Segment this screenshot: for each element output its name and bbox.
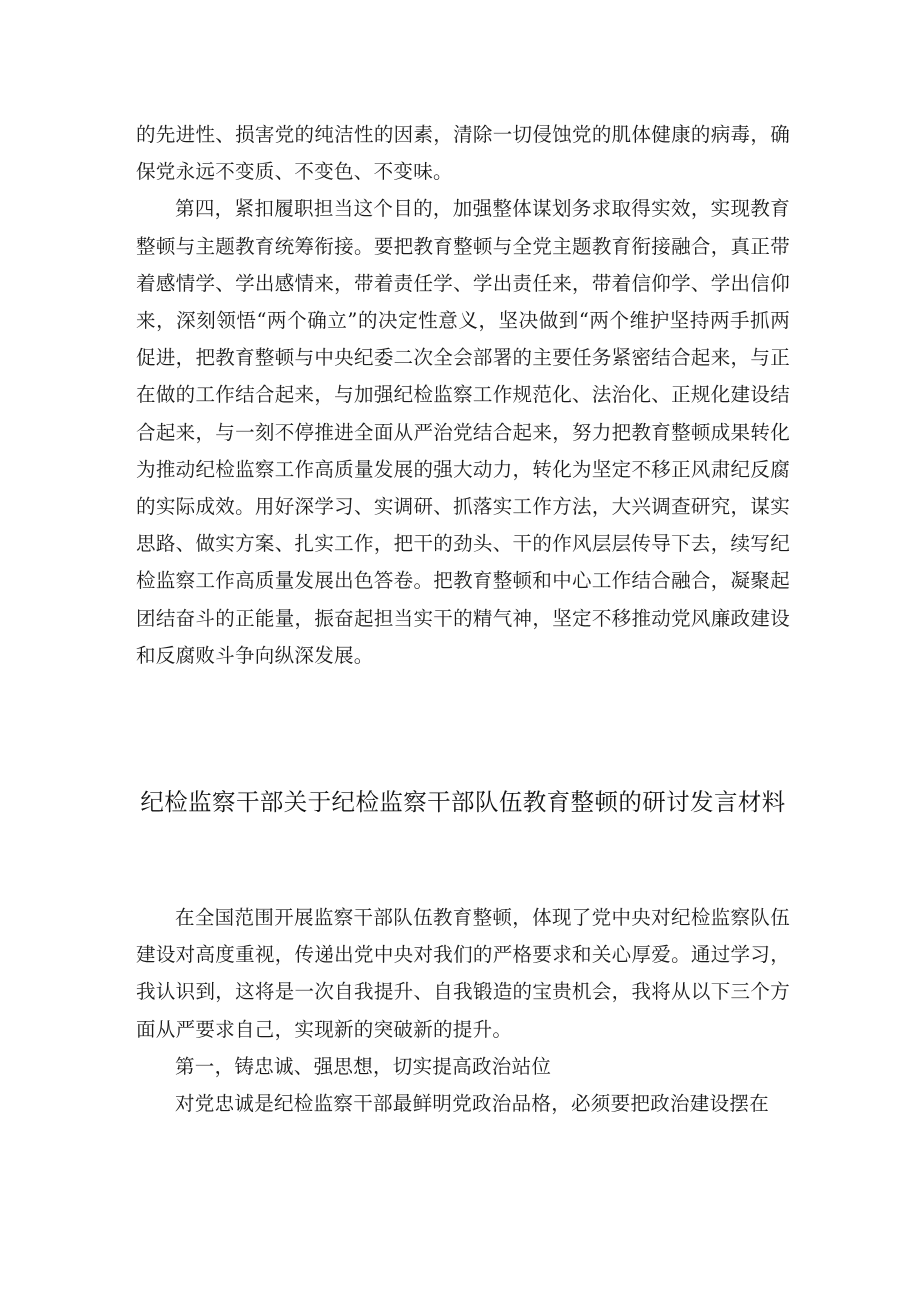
point-one-paragraph: 对党忠诚是纪检监察干部最鲜明党政治品格，必须要把政治建设摆在 — [175, 1092, 770, 1116]
fourth-point-paragraph: 第四，紧扣履职担当这个目的，加强整体谋划务求取得实效，实现教育整顿与主题教育统筹衔接。要把教育整顿与全党主题教育衔接融合，真正带着感情学、学出感情来，带着责任学、学出责任来，带着信仰学、学出信仰来，深刻领悟“两个确立”的决定性意义，坚决做到“两个维护坚持两手抓两促进，把教育整顿与中央纪委二次全会部署的主要任务紧密结合起来，与正在做的工作结合起来，与加强纪检监察工作规范化、法治化、正规化建设结合起来，与一刻不停推进全面从严治党结合起来，努力把教育整顿成果转化为推动纪检监察工作高质量发展的强大动力，转化为坚定不移正风肃纪反腐的实际成效。用好深学习、实调研、抓落实工作方法，大兴调查研究，谋实思路、做实方案、扎实工作，把干的劲头、干的作风层层传导下去，续写纪检监察工作高质量发展出色答卷。把教育整顿和中心工作结合融合，凝聚起团结奋斗的正能量，振奋起担当实干的精气神，坚定不移推动党风廉政建设和反腐败斗争向纵深发展。 — [136, 197, 790, 667]
body-text-upper — [136, 116, 790, 674]
continuation-paragraph: 的先进性、损害党的纯洁性的因素，清除一切侵蚀党的肌体健康的病毒，确保党永远不变质、不变色、不变味。 — [136, 123, 790, 184]
point-one-heading: 第一，铸忠诚、强思想，切实提高政治站位 — [175, 1054, 552, 1078]
section-title: 纪检监察干部关于纪检监察干部队伍教育整顿的研讨发言材料 — [140, 788, 786, 816]
body-text-lower — [136, 899, 790, 1122]
intro-paragraph: 在全国范围开展监察干部队伍教育整顿，体现了党中央对纪检监察队伍建设对高度重视，传递出党中央对我们的严格要求和关心厚爱。通过学习，我认识到，这将是一次自我提升、自我锻造的宝贵机会，我将从以下三个方面从严要求自己，实现新的突破新的提升。 — [136, 906, 790, 1041]
